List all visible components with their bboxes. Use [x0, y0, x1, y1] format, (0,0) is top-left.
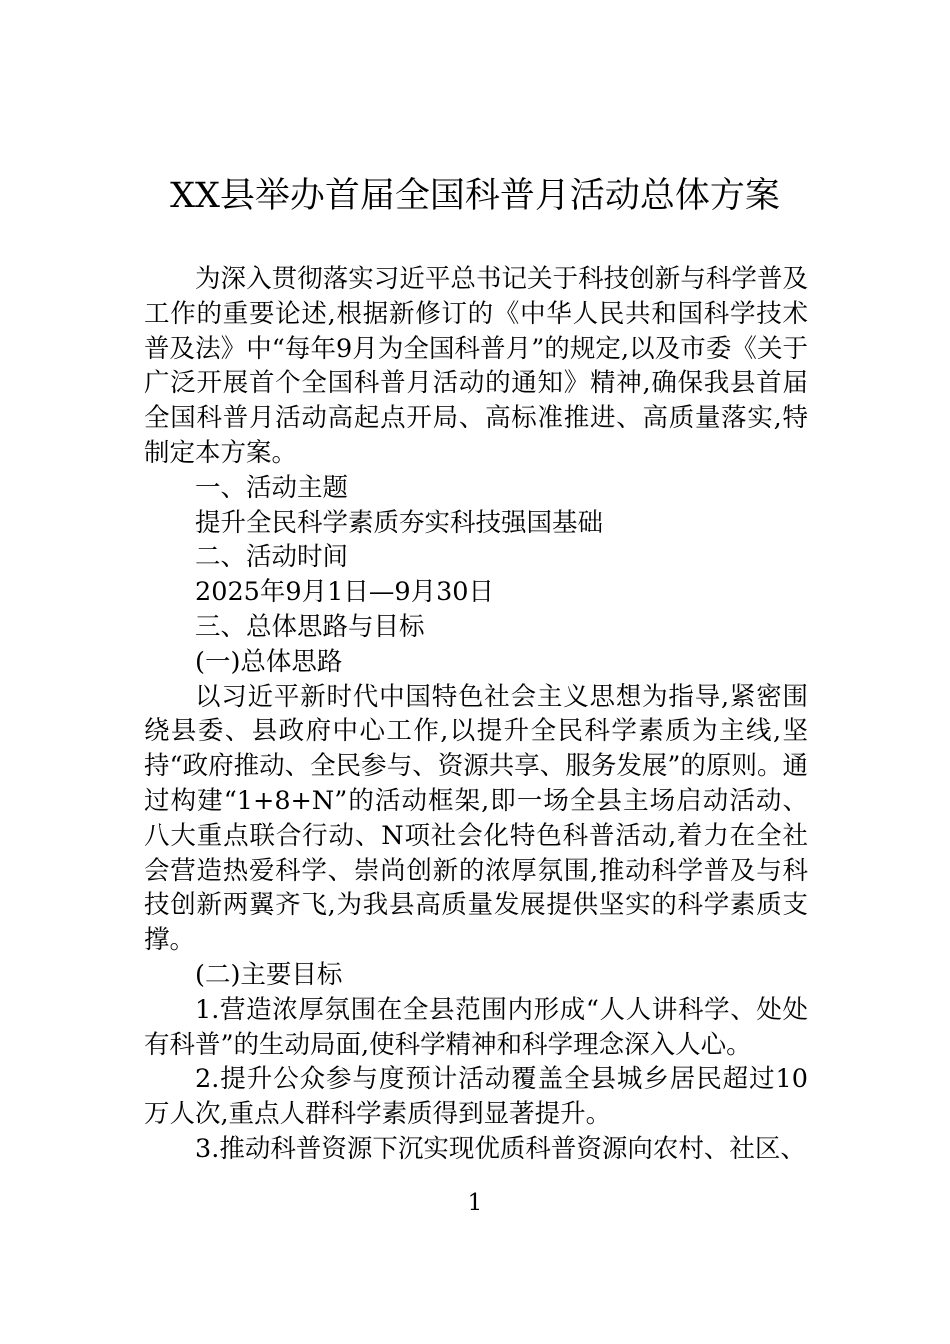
- theme-text: 提升全民科学素质夯实科技强国基础: [195, 507, 604, 538]
- subheading-main-goals: (二)主要目标: [195, 959, 343, 990]
- intro-paragraph: 为深入贯彻落实习近平总书记关于科技创新与科学普及工作的重要论述,根据新修订的《中华人民共和国科学技术普及法》中“每年9月为全国科普月”的规定,以及市委《关于广泛开展首个全国科普月活动的通知》精神,确保我县首届全国科普月活动高起点开局、高标准推进、高质量落实,特制定本方案。: [144, 264, 808, 468]
- subheading-overall-approach: (一)总体思路: [195, 646, 343, 677]
- goal-item-3: 3.推动科普资源下沉实现优质科普资源向农村、社区、: [195, 1133, 806, 1164]
- approach-paragraph: 以习近平新时代中国特色社会主义思想为指导,紧密围绕县委、县政府中心工作,以提升全民科学素质为主线,坚持“政府推动、全民参与、资源共享、服务发展”的原则。通过构建“1+8+N”的活动框架,即一场全县主场启动活动、八大重点联合行动、N项社会化特色科普活动,着力在全社会营造热爱科学、崇尚创新的浓厚氛围,推动科学普及与科技创新两翼齐飞,为我县高质量发展提供坚实的科学素质支撑。: [144, 681, 808, 956]
- section-heading-theme: 一、活动主题: [195, 472, 349, 503]
- page-number: 1: [467, 1190, 483, 1216]
- document-body: [144, 262, 808, 1167]
- section-heading-time: 二、活动时间: [195, 542, 349, 573]
- goal-item-2: 2.提升公众参与度预计活动覆盖全县城乡居民超过10万人次,重点人群科学素质得到显著提升。: [144, 1064, 808, 1130]
- section-heading-approach: 三、总体思路与目标: [195, 611, 425, 642]
- goal-item-1: 1.营造浓厚氛围在全县范围内形成“人人讲科学、处处有科普”的生动局面,使科学精神和科学理念深入人心。: [144, 994, 808, 1060]
- time-text: 2025年9月1日—9月30日: [195, 577, 495, 608]
- document-title: XX县举办首届全国科普月活动总体方案: [170, 176, 780, 216]
